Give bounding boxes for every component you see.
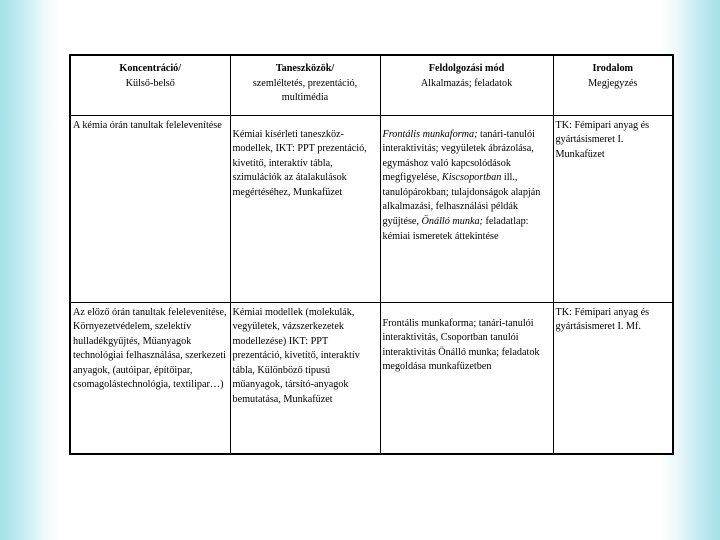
text-segment: Frontális munkaforma; xyxy=(382,128,478,140)
concentration-cell: A kémia órán tanultak felelevenítése xyxy=(70,115,230,302)
header-cell-literature xyxy=(553,55,673,115)
header-cell-processing xyxy=(380,55,553,115)
concentration-cell: Az előző órán tanultak felelevenítése, Környezetvédelem, szelektív hulladékgyűjtés, Műanyagok technológiai felhasználása, szerkezeti anyagok, (autóipar, építőipar, csomagolástechnológia, textilipar…) xyxy=(70,302,230,454)
tools-cell: Kémiai kísérleti taneszköz-modellek, IKT: PPT prezentáció, kivetítő, interaktív tábla, szimulációk az átalakulások megértéséhez, Munkafüzet xyxy=(230,115,380,302)
literature-cell: TK: Fémipari anyag és gyártásismeret I. Mf. xyxy=(553,302,673,454)
lesson-plan-table xyxy=(69,54,674,455)
left-edge-gradient xyxy=(0,0,60,540)
literature-cell: TK: Fémipari anyag és gyártásismeret I. Munkafüzet xyxy=(553,115,673,302)
header-title: Taneszközök/ xyxy=(275,63,335,74)
table-row xyxy=(70,115,673,302)
tools-cell: Kémiai modellek (molekulák, vegyületek, vázszerkezetek modellezése) IKT: PPT prezentáció, kivetítő, interaktív tábla, Különböző típusú műanyagok, társító-anyagok bemutatása, Munkafüzet xyxy=(230,302,380,454)
header-title: Irodalom xyxy=(592,63,634,74)
header-cell-concentration xyxy=(70,55,230,115)
header-title: Feldolgozási mód xyxy=(428,63,505,74)
header-subtitle: Alkalmazás; feladatok xyxy=(420,77,513,89)
text-segment: ill., tanulópárokban; tulajdonságok alapján alkalmazási, felhasználási példák gyűjtése, xyxy=(382,172,541,228)
header-subtitle: szemléltetés, prezentáció, multimédia xyxy=(252,77,358,104)
header-cell-tools xyxy=(230,55,380,115)
text-segment: tanári-tanulói interaktivitás; vegyületek ábrázolása, egymáshoz való kapcsolódások megfigyelése, xyxy=(382,128,535,184)
table-row xyxy=(70,302,673,454)
header-subtitle: Megjegyzés xyxy=(588,77,638,89)
header-subtitle: Külső-belső xyxy=(125,77,175,89)
processing-cell xyxy=(380,115,553,302)
table-header-row xyxy=(70,55,673,115)
text-segment: Kiscsoportban xyxy=(441,172,502,184)
text-segment: feladatlap: kémiai ismeretek áttekintése xyxy=(382,216,529,242)
processing-cell: Frontális munkaforma; tanári-tanulói interaktivitás, Csoportban tanulói interaktivitás Önálló munka; feladatok megoldása munkafüzetben xyxy=(380,302,553,454)
header-title: Koncentráció/ xyxy=(119,63,182,74)
text-segment: Önálló munka; xyxy=(421,216,483,228)
